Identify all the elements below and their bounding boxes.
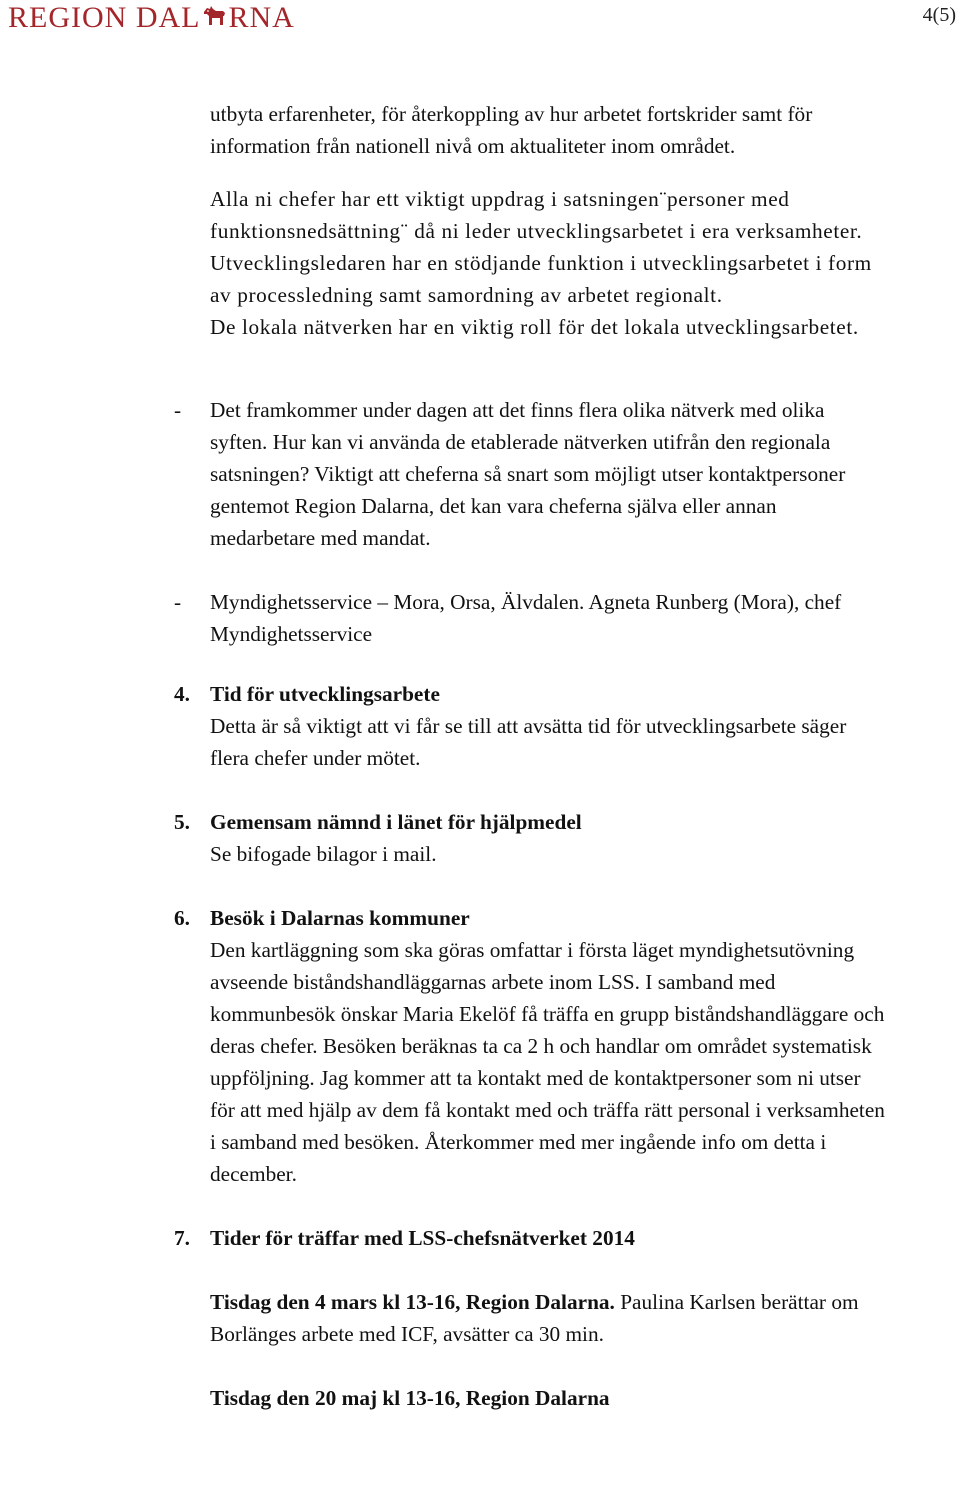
section-number: 6.: [174, 906, 190, 930]
region-dalarna-logo: [8, 2, 295, 34]
spacer: [0, 1254, 960, 1286]
section-6-besok-i-dalarnas-kommuner: [174, 902, 886, 1190]
bullet-marker: -: [174, 398, 182, 422]
intro-sentence-chefer: Alla ni chefer har ett viktigt uppdrag i satsningen¨personer med funktionsnedsättning¨ då ni leder utvecklingsarbetet i era verksamheter.: [210, 187, 863, 243]
bullet-text: Myndighetsservice – Mora, Orsa, Älvdalen. Agneta Runberg (Mora), chef Myndighetsservice: [210, 590, 842, 646]
section-title: Besök i Dalarnas kommuner: [210, 906, 470, 930]
meeting-note: Paulina Karlsen berättar om Borlänges arbete med ICF, avsätter ca 30 min.: [210, 1290, 859, 1346]
section-body: Detta är så viktigt att vi får se till att avsätta tid för utvecklingsarbete säger flera chefer under mötet.: [210, 714, 847, 770]
meeting-entry-20-maj: [210, 1382, 886, 1414]
section-number: 7.: [174, 1226, 190, 1250]
page-number: 4(5): [922, 4, 956, 26]
section-title: Tid för utvecklingsarbete: [210, 682, 440, 706]
meeting-date: Tisdag den 4 mars kl 13-16, Region Dalarna.: [210, 1290, 615, 1314]
meeting-date: Tisdag den 20 maj kl 13-16, Region Dalarna: [210, 1386, 610, 1410]
dala-horse-icon: [201, 3, 227, 29]
bullet-item-myndighetsservice: [174, 586, 886, 650]
intro-paragraph-2: [210, 183, 884, 343]
logo-text-right: RNA: [228, 1, 295, 34]
spacer: [0, 650, 960, 678]
intro-paragraph-1: utbyta erfarenheter, för återkoppling av hur arbetet fortskrider samt för information från nationell nivå om aktualiteter inom området.: [210, 102, 813, 158]
spacer: [0, 554, 960, 586]
spacer: [0, 774, 960, 806]
spacer: [0, 870, 960, 902]
spacer: [0, 1350, 960, 1382]
intro-sentence-utvecklingsledaren: Utvecklingsledaren har en stödjande funktion i utvecklingsarbetet i form av processledning samt samordning av arbetet regionalt.: [210, 251, 872, 307]
bullet-text: Det framkommer under dagen att det finns flera olika nätverk med olika syften. Hur kan vi använda de etablerade nätverken utifrån den regionala satsningen? Viktigt att cheferna så snart som möjligt utser kontaktpersoner gentemot Region Dalarna, det kan vara cheferna själva eller annan medarbetare med mandat.: [210, 398, 846, 550]
section-body: Den kartläggning som ska göras omfattar i första läget myndighetsutövning avseende biståndshandläggarnas arbete inom LSS. I samband med kommunbesök önskar Maria Ekelöf få träffa en grupp biståndshandläggare och deras chefer. Besöken beräknas ta ca 2 h och handlar om området systematisk uppföljning. Jag kommer att ta kontakt med de kontaktpersoner som ni utser för att med hjälp av dem få kontakt med och träffa rätt personal i verksamheten i samband med besöken. Återkommer med mer ingående info om detta i december.: [210, 938, 885, 1186]
section-7-tider-for-traffar: [174, 1222, 886, 1254]
section-title: Tider för träffar med LSS-chefsnätverket 2014: [210, 1226, 635, 1250]
section-5-gemensam-namnd: [174, 806, 886, 870]
spacer: [0, 1190, 960, 1222]
spacer: [0, 343, 960, 394]
meeting-entry-4-mars: [210, 1286, 886, 1350]
document-body: [0, 98, 960, 1414]
section-4-tid-for-utvecklingsarbete: [174, 678, 886, 774]
spacer: [0, 162, 960, 183]
section-number: 5.: [174, 810, 190, 834]
bullet-item-natverk: [174, 394, 886, 554]
section-number: 4.: [174, 682, 190, 706]
bullet-marker: -: [174, 590, 182, 614]
logo-text-left: REGION DAL: [8, 1, 201, 34]
section-title: Gemensam nämnd i länet för hjälpmedel: [210, 810, 582, 834]
section-body: Se bifogade bilagor i mail.: [210, 842, 437, 866]
intro-sentence-natverken: De lokala nätverken har en viktig roll för det lokala utvecklingsarbetet.: [210, 315, 859, 339]
